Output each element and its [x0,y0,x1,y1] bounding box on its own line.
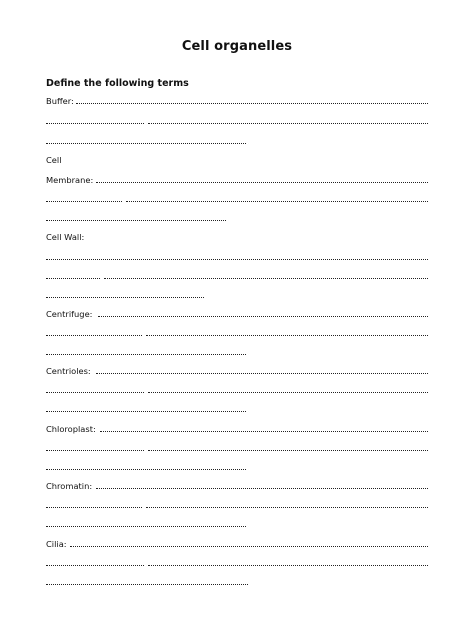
answer-line[interactable] [46,123,144,124]
term-cilia [46,538,428,550]
answer-line[interactable] [148,565,428,566]
answer-line-row [46,403,246,415]
term-label: Centrioles: [46,366,91,376]
answer-line-row [46,251,428,263]
term-chromatin [46,480,428,492]
term-label: Centrifuge: [46,309,93,319]
term-label: Buffer: [46,96,74,106]
term-label-prefix: Cell [46,155,62,165]
answer-line[interactable] [46,469,246,470]
answer-line-row [46,135,246,147]
answer-line[interactable] [46,526,246,527]
answer-line[interactable] [70,546,428,547]
answer-line[interactable] [96,373,428,374]
answer-line-row [46,270,428,282]
term-label: Cell Wall: [46,232,85,242]
answer-line-row [46,193,428,205]
term-cell-wall [46,231,106,243]
answer-line[interactable] [46,259,428,260]
answer-line-row [46,442,428,454]
answer-line[interactable] [148,392,428,393]
term-centrifuge [46,308,428,320]
answer-line-row [46,461,246,473]
term-centrioles [46,365,428,377]
answer-line[interactable] [98,316,428,317]
answer-line[interactable] [96,182,428,183]
term-label: Membrane: [46,175,94,185]
instructions-heading: Define the following terms [46,78,189,89]
answer-line-row [46,557,428,569]
answer-line[interactable] [96,488,428,489]
answer-line[interactable] [46,354,246,355]
answer-line[interactable] [148,450,428,451]
page-title: Cell organelles [181,39,293,54]
answer-line-row [46,384,428,396]
answer-line[interactable] [46,392,144,393]
answer-line-row [46,115,428,127]
term-label: Chromatin: [46,481,93,491]
answer-line[interactable] [46,507,142,508]
term-buffer [46,95,428,107]
answer-line[interactable] [76,103,428,104]
answer-line-row [46,499,428,511]
answer-line[interactable] [46,297,204,298]
answer-line[interactable] [146,507,428,508]
answer-line[interactable] [46,143,246,144]
answer-line[interactable] [46,450,144,451]
answer-line-row [46,289,204,301]
term-cell-membrane [46,174,428,186]
answer-line[interactable] [46,335,142,336]
answer-line[interactable] [146,335,428,336]
answer-line-row [46,576,248,588]
answer-line[interactable] [46,220,226,221]
answer-line[interactable] [100,431,428,432]
term-label: Chloroplast: [46,424,96,434]
answer-line-row [46,212,226,224]
answer-line-row [46,518,246,530]
answer-line[interactable] [46,584,248,585]
answer-line[interactable] [104,278,428,279]
term-chloroplast [46,423,428,435]
term-label: Cilia: [46,539,67,549]
answer-line[interactable] [126,201,428,202]
answer-line-row [46,346,246,358]
answer-line[interactable] [148,123,428,124]
answer-line[interactable] [46,201,122,202]
answer-line-row [46,327,428,339]
answer-line[interactable] [46,278,100,279]
answer-line[interactable] [46,565,144,566]
answer-line[interactable] [46,411,246,412]
